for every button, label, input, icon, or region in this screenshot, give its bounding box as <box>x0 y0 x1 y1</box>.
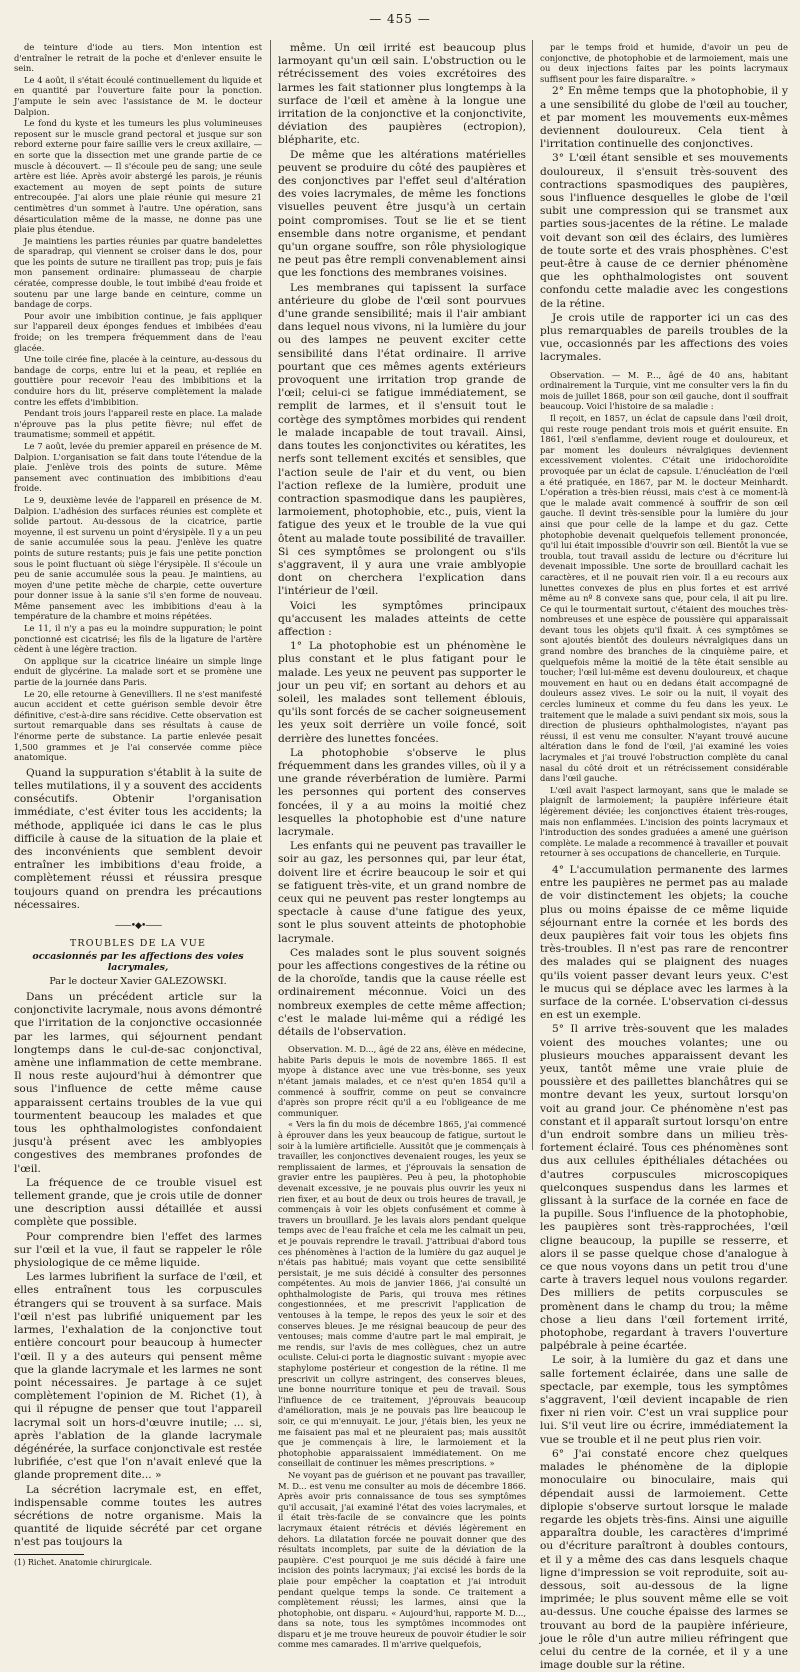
paragraph: de teinture d'iode au tiers. Mon intention est d'entraîner le retrait de la poche et d'enlever ensuite le sein. <box>14 42 262 74</box>
paragraph: Les membranes qui tapissent la surface antérieure du globe de l'œil sont pourvues d'une grande sensibilité; mais il l'air ambiant dans lequel nous vivons, ni la lumière du jour ou des lampes ne peuvent exciter cette sensibilité dans l'état ordinaire. Il arrive pourtant que ces mêmes agents extérieurs provoquent une irritation trop grande de l'œil; celui-ci se fatigue immédiatement, se remplit de larmes, et il s'ensuit tout le cortège des symptômes morbides qui rendent le malade incapable de tout travail. Ainsi, dans toutes les conjonctivites ou kératites, les nerfs sont tellement excités et sensibles, que l'action seule de l'air et du vent, ou bien l'action reflexe de la lumière, produit une contraction spasmodique dans les paupières, larmoiement, photophobie, etc., puis, vient la fatigue des yeux et le trouble de la vue qui ôtent au malade toute possibilité de travailler. Si ces symptômes se prolongent ou s'ils s'aggravent, il y aura une vraie amblyopie dont on cherchera l'explication dans l'intérieur de l'œil. <box>278 281 527 598</box>
footnote: (1) Richet. Anatomie chirurgicale. <box>14 1557 153 1567</box>
paragraph: 5° Il arrive très-souvent que les malades voient des mouches volantes; une ou plusieurs mouches apparaissent devant les yeux, tantôt même une vraie pluie de poussière et des paillettes blanchâtres qui se montre devant les yeux, surtout lorsqu'on voit au grand jour. Ce phénomène n'est pas constant et il apparaît surtout lorsqu'on entre d'un endroit sombre dans un milieu très-fortement éclairé. Tous ces phénomènes sont dus aux cellules épithéliales détachées ou d'autres corpuscules microscopiques quelconques suspendus dans les larmes et glissant à la surface de la cornée en face de la pupille. Sous l'influence de la photophobie, les paupières sont très-rapprochées, l'œil cligne beaucoup, la pupille se resserre, et alors il se passe quelque chose d'analogue à ce que nous voyons dans un petit trou d'une carte à travers lequel nous voulons regarder. Des milliers de petits corpuscules se promènent dans le champ du trou; la même chose a lieu dans l'œil fortement irrité, photophobe, regardant à travers l'ouverture palpébrale à peine écartée. <box>540 1023 788 1353</box>
article-byline: Par le docteur Xavier GALEZOWSKI. <box>49 976 227 988</box>
paragraph: 4° L'accumulation permanente des larmes entre les paupières ne permet pas au malade de voir distinctement les objets; la couche plus ou moins épaisse de ce même liquide séjournant entre la cornée et les bords des deux paupières fait voir tous les objets fins très-troubles. Il n'est pas rare de rencontrer des malades qui se plaignent des nuages qu'ils voient passer devant leurs yeux. C'est le mucus qui se déplace avec les larmes à la surface de la cornée. L'observation ci-dessus en est un exemple. <box>540 863 788 1022</box>
paragraph: par le temps froid et humide, d'avoir un peu de conjonctive, de photophobie et de larmoiement, mais une ou deux injections faites par les points lacrymaux suffisent pour les faire disparaître. » <box>540 42 788 84</box>
observation-paragraph: Observation. — M. P..., âgé de 40 ans, habitant ordinairement la Turquie, vint me consulter vers la fin du mois de juillet 1868, pour son œil gauche, dont il souffrait beaucoup. Voici l'histoire de sa maladie : <box>540 369 788 412</box>
paragraph: Le fond du kyste et les tumeurs les plus volumineuses reposent sur le muscle grand pectoral et jusque sur son rebord externe pour faire saillie vers le creux axillaire, — en sorte que la dissection met une grande partie de ce muscle à découvert. — Il s'écoule peu de sang; une seule artère est liée. Après avoir abstergé les parois, je réunis exactement au moyen de sept points de suture entrecoupée. J'ai alors une plaie réunie qui mesure 21 centimètres d'un sommet à l'autre. Une opération, sans désarticulation même de la masse, ne donne pas une plaie plus étendue. <box>14 118 262 235</box>
paragraph: Dans un précédent article sur la conjonctivite lacrymale, nous avons démontré que l'irritation de la conjonctive occasionnée par les larmes, qui séjournent pendant longtemps dans le cul-de-sac conjonctival, amène une inflammation de cette membrane. Il nous reste aujourd'hui à démontrer que sous l'influence de cette même cause apparaissent certains troubles de la vue qui tourmentent beaucoup les malades et que tous les ophthalmologistes confondaient jusqu'à présent avec les amblyopies congestives des membranes profondes de l'œil. <box>14 991 262 1175</box>
article-title: TROUBLES DE LA VUE <box>69 938 207 950</box>
paragraph: Une toile cirée fine, placée à la ceinture, au-dessous du bandage de corps, entre lui et la peau, et repliée en gouttière pour recevoir l'eau des imbibitions et la conduire hors du lit, préserve complètement la malade contre les effets d'imbibition. <box>14 354 262 407</box>
paragraph: Le 20, elle retourne à Genevilliers. Il ne s'est manifesté aucun accident et cette guérison semble devoir être définitive, c'est-à-dire sans récidive. Cette observation est surtout remarquable dans ses résultats à cause de l'énorme perte de substance. La partie enlevée pesait 1,500 grammes et je l'ai conservée comme pièce anatomique. <box>14 688 262 763</box>
observation-paragraph: L'œil avait l'aspect larmoyant, sans que le malade se plaignît de larmoiement; la paupière inférieure était légèrement déviée; les conjonctives étaient très-rouges, mais non enflammées. L'incision des points lacrymaux et l'introduction des sondes graduées a amené une guérison complète. Le malade a recommencé à travailler et pouvait retourner à ses occupations de chancellerie, en Turquie. <box>540 784 788 859</box>
paragraph: 3° L'œil étant sensible et ses mouvements douloureux, il s'ensuit très-souvent des contractions spasmodiques des paupières, sous l'influence desquelles le globe de l'œil subit une compression qui se transmet aux parties sous-jacentes de la rétine. Le malade voit devant son œil des éclairs, des lumières de toute sorte et des vrais phosphènes. C'est peut-être à cause de ce dernier phénomène que les ophthalmologistes ont souvent confondu cette maladie avec les congestions de la rétine. <box>540 152 788 310</box>
paragraph: De même que les altérations matérielles peuvent se produire du côté des paupières et des conjonctives par l'effet seul d'altération des voies lacrymales, de même les fonctions visuelles peuvent être jusqu'à un certain point compromises. Tout se lie et se tient ensemble dans notre organisme, et pendant qu'un organe souffre, son rôle physiologique ne peut pas être rempli convenablement ainsi que les fonctions des membranes voisines. <box>278 148 526 280</box>
page-number: — 455 — <box>369 12 431 26</box>
article-subtitle: occasionnés par les affections des voies lacrymales, <box>32 951 244 974</box>
observation-paragraph: « Vers la fin du mois de décembre 1865, j'ai commencé à éprouver dans les yeux beaucoup de fatigue, surtout le soir à la lumière artificielle. Aussitôt que je commençais à travailler, les conjonctives devenaient rouges, les yeux se remplissaient de larmes, et j'éprouvais la sensation de gravier entre les paupières. Peu à peu, la photophobie devenait excessive, je ne pouvais plus ouvrir les yeux ni rien fixer, et au bout de deux ou trois heures de travail, je commençais à voir les objets confusément et comme à travers un brouillard. Je les lavais alors pendant quelque temps avec de l'eau fraîche et cela me les calmait un peu, et je pouvais reprendre le travail. J'attribuai d'abord tous ces phénomènes à l'action de la lumière du gaz auquel je n'étais pas habitué; mais voyant que cette sensibilité persistait, je me suis décidé à consulter des personnes compétentes. Au mois de janvier 1866, j'ai consulté un ophthalmologiste de Paris, qui trouva mes rétines congestionnées, et me prescrivit l'application de ventouses à la tempe, le repos des yeux le soir et des conserves bleues. Je me résignai beaucoup de peur des ventouses; mais comme d'autre part le mal empirait, je me rendis, sur l'avis de mes collègues, chez un autre oculiste. Celui-ci porta le diagnostic suivant : myopie avec staphylome postérieur et congestion de la rétine. Il me prescrivit un collyre astringent, des conserves bleues, une bonne nourriture tonique et peu de travail. Sous l'influence de ce traitement, j'éprouvais beaucoup d'amélioration, mais je ne pouvais pas lire beaucoup le soir, ce qui m'ennuyait. Le jour, j'étais bien, les yeux ne me faisaient pas mal et ne pleuraient pas; mais aussitôt que je commençais à lire, le larmoiement et la photophobie apparaissaient immédiatement. On me conseillait de continuer les mêmes prescriptions. » <box>278 1119 526 1469</box>
paragraph: Pendant trois jours l'appareil reste en place. La malade n'éprouve pas la plus petite fièvre; nul effet de traumatisme; sommeil et appétit. <box>14 408 262 440</box>
paragraph: Le soir, à la lumière du gaz et dans une salle fortement éclairée, dans une salle de spectacle, par exemple, tous les symptômes s'aggravent, l'œil devient incapable de rien fixer ni rien voir. C'est un vrai supplice pour lui. S'il veut lire ou écrire, immédiatement la vue se trouble et il ne peut plus rien voir. <box>540 1354 788 1446</box>
paragraph: Le 7 août, levée du premier appareil en présence de M. Dalpion. L'organisation se fait dans toute l'étendue de la plaie. J'enlève trois des points de suture. Même pansement avec continuation des imbibitions d'eau froide. <box>14 440 262 494</box>
section-separator: ——•◆•—— <box>114 921 162 932</box>
paragraph: On applique sur la cicatrice linéaire un simple linge enduit de glycérine. La malade sort et se promène une partie de la journée dans Paris. <box>14 655 262 688</box>
paragraph: La sécrétion lacrymale est, en effet, indispensable comme toutes les autres sécrétions de notre organisme. Mais la quantité de liquide sécrété par cet organe n'est pas toujours la <box>14 1483 262 1549</box>
paragraph: Ces malades sont le plus souvent soignés pour les affections congestives de la rétine ou de la choroïde, tandis que la cause réelle est ordinairement méconnue. Voici un des nombreux exemples de cette même affection; c'est le malade lui-même qui a rédigé les détails de l'observation. <box>278 946 526 1039</box>
paragraph: 2° En même temps que la photophobie, il y a une sensibilité du globe de l'œil au toucher, et par moment les mouvements eux-mêmes deviennent douloureux. Cela tient à l'irritation continuelle des conjonctives. <box>540 85 788 151</box>
paragraph: Voici les symptômes principaux qu'accusent les malades atteints de cette affection : <box>278 599 526 638</box>
column-rule-left <box>270 40 271 1150</box>
paragraph: 1° La photophobie est un phénomène le plus constant et le plus fatigant pour le malade. Les yeux ne peuvent pas supporter le jour un peu vif; en sortant au dehors et au soleil, les malades sont tellement éblouis, qu'ils sont forcés de se cacher soigneusement les yeux soit derrière un voile foncé, soit derrière des lunettes foncées. <box>278 640 526 745</box>
closing-paragraph: Quand la suppuration s'établit à la suite de telles mutilations, il y a souvent des accidents consécutifs. Obtenir l'organisation immédiate, c'est éviter tous les accidents; la méthode, appliquée ici dans le cas le plus difficile à cause de la situation de la plaie et des inconvénients que semblent devoir entraîner les imbibitions d'eau froide, a complètement réussi et réussira presque toujours quand on prendra les précautions nécessaires. <box>14 766 262 911</box>
paragraph: même. Un œil irrité est beaucoup plus larmoyant qu'un œil sain. L'obstruction ou le rétrécissement des voies excrétoires des larmes les fait stationner plus longtemps à la surface de l'œil et amène à la longue une irritation de la conjonctive et la conjonctivite, déviation des paupières (ectropion), blépharite, etc. <box>278 42 526 147</box>
paragraph: Les larmes lubrifient la surface de l'œil, et elles entraînent tous les corpuscules étrangers qui se trouvent à sa surface. Mais l'œil n'est pas lubrifié uniquement par les larmes, l'exhalation de la conjonctive tout entière concourt pour beaucoup à humecter l'œil. Il y a des auteurs qui pensent même que la glande lacrymale et les larmes ne sont point nécessaires. Je partage à ce sujet complètement l'opinion de M. Richet (1), à qui il répugne de penser que tout l'appareil lacrymal soit un hors-d'œuvre inutile; ... si, après l'ablation de la glande lacrymale dégénérée, la surface conjonctivale est restée lubrifiée, c'est que l'on n'avait enlevé que la glande proprement dite... » <box>14 1271 262 1482</box>
footnote-rule <box>14 1554 84 1555</box>
column-3 <box>540 42 788 1672</box>
paragraph: La photophobie s'observe le plus fréquemment dans les grandes villes, où il y a une grande réverbération de lumière. Parmi les personnes qui portent des conserves foncées, il y a au moins la moitié chez lesquelles la photophobie est d'une nature lacrymale. <box>278 746 526 838</box>
paragraph: Pour comprendre bien l'effet des larmes sur l'œil et la vue, il faut se rappeler le rôle physiologique de ce même liquide. <box>14 1230 262 1270</box>
paragraph: Les enfants qui ne peuvent pas travailler le soir au gaz, les personnes qui, par leur état, doivent lire et écrire beaucoup le soir et qui se fatiguent très-vite, et un grand nombre de ceux qui ne peuvent pas rester longtemps au spectacle à cause d'une fatigue des yeux, sont le plus souvent atteints de photophobie lacrymale. <box>278 840 526 945</box>
paragraph: Le 4 août, il s'était écoulé continuellement du liquide et en quantité par l'ouverture faite pour la ponction. J'ampute le sein avec l'assistance de M. le docteur Dalpion. <box>14 74 262 117</box>
paragraph: La fréquence de ce trouble visuel est tellement grande, que je crois utile de donner une description aussi détaillée et aussi complète que possible. <box>14 1176 262 1229</box>
column-1 <box>14 42 262 1567</box>
column-rule-right <box>532 40 533 1150</box>
column-2 <box>278 42 527 1650</box>
paragraph: Pour avoir une imbibition continue, je fais appliquer sur l'appareil deux éponges fendues et imbibées d'eau froide; on les trempera fréquemment dans de l'eau glacée. <box>14 310 262 353</box>
observation-paragraph: Il reçoit, en 1857, un éclat de capsule dans l'œil droit, qui reste rouge pendant trois mois et guérit ensuite. En 1861, l'œil s'enflamme, devient rouge et douloureux, et par moment les douleurs névralgiques deviennent excessivement violentes. C'était une iridochoroïdite provoquée par un éclat de capsule. L'énucléation de l'œil a été pratiquée, en 1867, par M. le docteur Meinhardt. L'opération a très-bien réussi, mais c'est à ce moment-là que le malade avait commencé à souffrir de son œil gauche. Il devint très-sensible pour la lumière du jour ainsi que pour celle de la lampe et du gaz. Cette photophobie devenait quelquefois tellement prononcée, qu'il lui était impossible d'ouvrir son œil. Bientôt la vue se troubla, tout travail assidu de lecture ou d'écriture lui devenait impossible. Une sorte de brouillard cachait les caractères, et il ne pouvait rien voir. Il a eu recours aux lunettes convexes de plus en plus fortes et est arrivé même au nº 8 convexe sans que, pour cela, il ait pu lire. Ce qui le tourmentait surtout, c'étaient des mouches très-nombreuses et une espèce de poussière qui apparaissait devant tous les objets qu'il fixait. À ces symptômes se sont ajoutés bientôt des douleurs névralgiques dans un grand nombre des branches de la cinquième paire, et quelquefois même la moitié de la tête était sensible au toucher; l'œil lui-même est devenu douloureux, et chaque mouvement en haut ou en dedans était accompagné de douleurs assez vives. Le soir ou la nuit, il voyait des cercles lumineux et comme du feu dans les yeux. Le traitement que le malade a suivi pendant six mois, sous la direction de plusieurs ophthalmologistes, n'ayant pas réussi, il est venu me consulter. N'ayant trouvé aucune altération dans le fond de l'œil, j'ai examiné les voies lacrymales et j'ai trouvé l'obstruction complète du canal nasal du côté droit et un rétrécissement considérable dans l'œil gauche. <box>540 413 788 784</box>
paragraph: Je maintiens les parties réunies par quatre bandelettes de sparadrap, qui viennent se croiser dans le dos, pour que les points de suture ne tiraillent pas trop; puis je fais mon pansement ordinaire: plumasseau de charpie cératée, compresse double, le tout imbibé d'eau froide et soutenu par une large bande en ceinture, comme un bandage de corps. <box>14 235 262 310</box>
paragraph: Le 11, il n'y a pas eu la moindre suppuration; le point ponctionné est cicatrisé; les fils de la ligature de l'artère cèdent à une légère traction. <box>14 623 262 655</box>
observation-paragraph: Observation. M. D..., âgé de 22 ans, élève en médecine, habite Paris depuis le mois de novembre 1865. Il est myope à distance avec une vue très-bonne, ses yeux n'étant jamais malades, et ce n'est qu'en 1854 qu'il a commencé à souffrir, comme on peut se convaincre d'après son propre récit qu'il a eu l'obligeance de me communiquer. <box>278 1044 526 1118</box>
case-report-continuation <box>14 42 262 763</box>
paragraph: Le 9, deuxième levée de l'appareil en présence de M. Dalpion. L'adhésion des surfaces réunies est complète et solide partout. Au-dessous de la cicatrice, partie moyenne, il est survenu un point d'érysipèle. Il y a un peu de sanie accumulée sous la peau. J'enlève les quatre points de suture restants; puis je fais une petite ponction sous le point fluctuant où siège l'érysipèle. Il s'écoule un peu de sanie accumulée sous la peau. Je maintiens, au moyen d'une petite mèche de charpie, cette ouverture pour donner issue à la sanie s'il s'en forme de nouveau. Même pansement avec les imbibitions d'eau à la température de la chambre et moins répétées. <box>14 494 262 622</box>
article-body <box>14 991 262 1550</box>
observation-paragraph: Ne voyant pas de guérison et ne pouvant pas travailler, M. D... est venu me consulter au mois de décembre 1866. Après avoir pris connaissance de tous ses symptômes qu'il accusait, j'ai examiné l'état des voies lacrymales, et il était très-facile de se convaincre que les points lacrymaux étaient rétrécis et déviés légèrement en dehors. La dilatation forcée ne pouvait donner que des résultats incomplets, par suite de la déviation de la paupière. C'est pourquoi je me suis décidé à faire une incision des points lacrymaux; j'ai excisé les bords de la plaie pour empêcher la coaptation et j'ai introduit pendant quelque temps la sonde. Ce traitement a complètement réussi; les larmes, ainsi que la photophobie, ont disparu. « Aujourd'hui, rapporte M. D..., dans sa note, tous les symptômes incommodes ont disparu et je me trouve heureux de pouvoir étudier le soir comme mes camarades. Il m'arrive quelquefois, <box>278 1469 526 1650</box>
paragraph: Je crois utile de rapporter ici un cas des plus remarquables de pareils troubles de la vue, occasionnés par les affections des voies lacrymales. <box>540 311 788 364</box>
paragraph: 6° J'ai constaté encore chez quelques malades le phénomène de la diplopie monoculaire ou binoculaire, mais qui dépendait aussi de larmoiement. Cette diplopie s'observe surtout lorsque le malade regarde les objets très-fins. Ainsi une aiguille apparaîtra double, les caractères d'imprimé ou d'écriture paraîtront à doubles contours, et il y a même des cas dans lesquels chaque ligne d'impression se voit reproduite, soit au-dessous, soit au-dessous de la ligne imprimée; le plus souvent même elle se voit au-dessus. Une couche épaisse des larmes se trouvant au bord de la paupière inférieure, joue le rôle d'un autre milieu réfringent que celui du centre de la cornée, et il y a une image double sur la rétine. <box>540 1447 788 1672</box>
